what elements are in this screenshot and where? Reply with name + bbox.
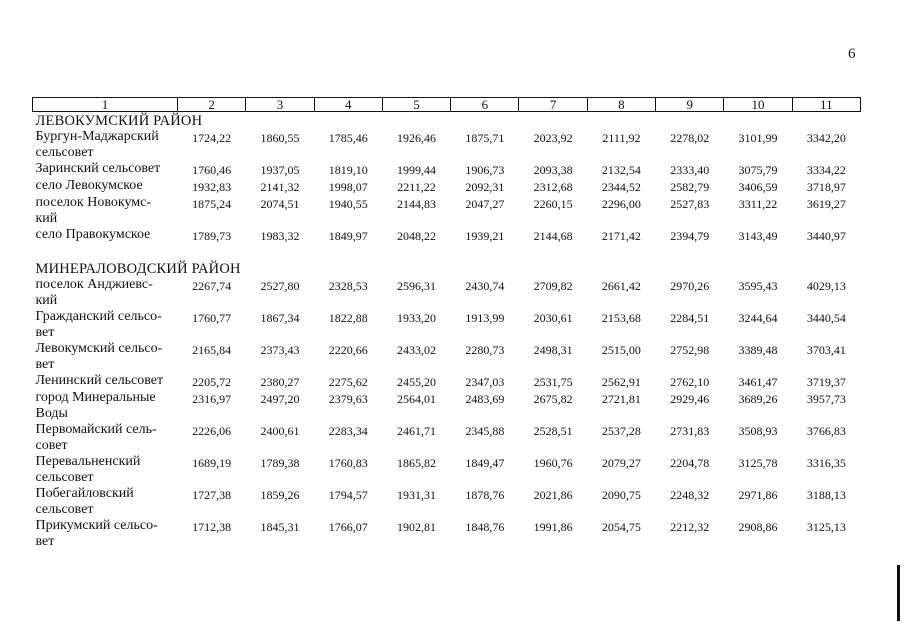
value-cell: 3689,26: [738, 392, 778, 406]
settlement-name: Перевальненский сельсовет: [35, 454, 141, 485]
table-body: [33, 112, 861, 551]
value-cell: 2373,43: [260, 343, 300, 357]
value-cell: 3125,78: [738, 456, 778, 470]
value-cell: 3766,83: [806, 424, 846, 438]
value-cell: 2144,68: [533, 229, 573, 243]
value-cell: 3342,20: [806, 131, 846, 145]
settlement-name: Заринский сельсовет: [35, 161, 161, 176]
table-row: [33, 373, 861, 390]
table-row: [33, 277, 861, 309]
settlement-name: Первомайский сель-совет: [35, 422, 157, 453]
value-cell: 2461,71: [397, 424, 437, 438]
value-cell: 1875,24: [192, 197, 232, 211]
value-cell: 3125,13: [806, 520, 846, 534]
value-cell: 2721,81: [601, 392, 641, 406]
value-cell: 1819,10: [328, 163, 368, 177]
value-cell: 2400,61: [260, 424, 300, 438]
value-cell: 2344,52: [601, 180, 641, 194]
section-header-row: [33, 244, 861, 277]
table-row: [33, 195, 861, 227]
value-cell: 2562,91: [601, 375, 641, 389]
table-row: [33, 178, 861, 195]
value-cell: 2971,86: [738, 488, 778, 502]
value-cell: 2111,92: [602, 131, 641, 145]
value-cell: 1848,76: [465, 520, 505, 534]
settlement-name: село Левокумское: [35, 178, 143, 193]
value-cell: 2380,27: [260, 375, 300, 389]
value-cell: 1849,97: [328, 229, 368, 243]
value-cell: 2048,22: [397, 229, 437, 243]
value-cell: 2596,31: [397, 279, 437, 293]
value-cell: 2144,83: [397, 197, 437, 211]
value-cell: 2527,83: [670, 197, 710, 211]
value-cell: 3619,27: [806, 197, 846, 211]
value-cell: 1727,38: [192, 488, 232, 502]
value-cell: 2093,38: [533, 163, 573, 177]
settlement-name: поселок Новокумс-кий: [35, 195, 152, 226]
value-cell: 2153,68: [601, 311, 641, 325]
value-cell: 2345,88: [465, 424, 505, 438]
value-cell: 2433,02: [397, 343, 437, 357]
column-header: 9: [656, 98, 724, 112]
value-cell: 2527,80: [260, 279, 300, 293]
table-row: [33, 486, 861, 518]
value-cell: 2283,34: [328, 424, 368, 438]
value-cell: 2752,98: [670, 343, 710, 357]
column-header: 11: [792, 98, 860, 112]
value-cell: 3316,35: [806, 456, 846, 470]
column-header: 2: [178, 98, 246, 112]
value-cell: 1712,38: [192, 520, 232, 534]
value-cell: 2132,54: [601, 163, 641, 177]
value-cell: 2226,06: [192, 424, 232, 438]
value-cell: 2908,86: [738, 520, 778, 534]
settlement-name: Прикумский сельсо-вет: [35, 518, 158, 549]
value-cell: 1999,44: [397, 163, 437, 177]
value-cell: 2079,27: [601, 456, 641, 470]
value-cell: 2074,51: [260, 197, 300, 211]
value-cell: 2054,75: [601, 520, 641, 534]
value-cell: 2498,31: [533, 343, 573, 357]
value-cell: 1794,57: [328, 488, 368, 502]
column-header: 6: [451, 98, 519, 112]
value-cell: 2204,78: [670, 456, 710, 470]
value-cell: 1926,46: [397, 131, 437, 145]
value-cell: 3334,22: [806, 163, 846, 177]
settlement-name: Гражданский сельсо-вет: [35, 309, 162, 340]
value-cell: 2171,42: [601, 229, 641, 243]
table-row: [33, 309, 861, 341]
value-cell: 1906,73: [465, 163, 505, 177]
value-cell: 3389,48: [738, 343, 778, 357]
value-cell: 2211,22: [397, 180, 436, 194]
value-cell: 3311,22: [738, 197, 778, 211]
value-cell: 3101,99: [738, 131, 778, 145]
value-cell: 2929,46: [670, 392, 710, 406]
value-cell: 1760,77: [192, 311, 232, 325]
value-cell: 3595,43: [738, 279, 778, 293]
value-cell: 2248,32: [670, 488, 710, 502]
table-row: [33, 390, 861, 422]
value-cell: 3461,47: [738, 375, 778, 389]
settlement-name: Побегайловский сельсовет: [35, 486, 134, 517]
value-cell: 3406,59: [738, 180, 778, 194]
table-row: [33, 422, 861, 454]
value-cell: 3719,37: [806, 375, 846, 389]
value-cell: 1867,34: [260, 311, 300, 325]
value-cell: 1849,47: [465, 456, 505, 470]
value-cell: 2312,68: [533, 180, 573, 194]
value-cell: 2021,86: [533, 488, 573, 502]
value-cell: 2280,73: [465, 343, 505, 357]
value-cell: 2220,66: [328, 343, 368, 357]
value-cell: 1960,76: [533, 456, 573, 470]
settlement-name: Левокумский сельсо-вет: [35, 341, 163, 372]
value-cell: 2537,28: [601, 424, 641, 438]
value-cell: 1760,83: [328, 456, 368, 470]
value-cell: 2515,00: [601, 343, 641, 357]
table-row: [33, 161, 861, 178]
value-cell: 2430,74: [465, 279, 505, 293]
value-cell: 2661,42: [601, 279, 641, 293]
value-cell: 1789,38: [260, 456, 300, 470]
settlement-name: Бургун-Маджарский сельсовет: [35, 129, 159, 160]
value-cell: 2165,84: [192, 343, 232, 357]
column-header: 8: [587, 98, 655, 112]
value-cell: 1913,99: [465, 311, 505, 325]
section-title: МИНЕРАЛОВОДСКИЙ РАЙОН: [35, 261, 241, 277]
table-row: [33, 341, 861, 373]
value-cell: 1860,55: [260, 131, 300, 145]
value-cell: 2531,75: [533, 375, 573, 389]
section-header-row: [33, 114, 861, 129]
column-header: 5: [382, 98, 450, 112]
value-cell: 2394,79: [670, 229, 710, 243]
value-cell: 2497,20: [260, 392, 300, 406]
settlement-name: город Минеральные Воды: [35, 390, 156, 421]
value-cell: 2709,82: [533, 279, 573, 293]
table-row: [33, 227, 861, 244]
value-cell: 1785,46: [328, 131, 368, 145]
value-cell: 3440,54: [806, 311, 846, 325]
value-cell: 2205,72: [192, 375, 232, 389]
value-cell: 2023,92: [533, 131, 573, 145]
column-header: 7: [519, 98, 587, 112]
value-cell: 1932,83: [192, 180, 232, 194]
settlement-name: село Правокумское: [35, 227, 151, 242]
value-cell: 2347,03: [465, 375, 505, 389]
value-cell: 2483,69: [465, 392, 505, 406]
value-cell: 1822,88: [328, 311, 368, 325]
value-cell: 3957,73: [806, 392, 846, 406]
column-header: 1: [33, 98, 178, 112]
value-cell: 3703,41: [806, 343, 846, 357]
value-cell: 1931,31: [397, 488, 437, 502]
settlement-name: Ленинский сельсовет: [35, 373, 164, 388]
value-cell: 1983,32: [260, 229, 300, 243]
value-cell: 3440,97: [806, 229, 846, 243]
value-cell: 2731,83: [670, 424, 710, 438]
page-number: 6: [848, 46, 856, 62]
value-cell: 3188,13: [806, 488, 846, 502]
value-cell: 2970,26: [670, 279, 710, 293]
header-row: [33, 98, 861, 112]
value-cell: 2675,82: [533, 392, 573, 406]
table-row: [33, 454, 861, 486]
value-cell: 1859,26: [260, 488, 300, 502]
value-cell: 2141,32: [260, 180, 300, 194]
settlement-name: поселок Анджиевс-кий: [35, 277, 153, 308]
value-cell: 2275,62: [328, 375, 368, 389]
table-row: [33, 518, 861, 550]
value-cell: 2278,02: [670, 131, 710, 145]
value-cell: 2333,40: [670, 163, 710, 177]
value-cell: 1878,76: [465, 488, 505, 502]
value-cell: 1724,22: [192, 131, 232, 145]
value-cell: 1865,82: [397, 456, 437, 470]
value-cell: 1689,19: [192, 456, 232, 470]
value-cell: 3143,49: [738, 229, 778, 243]
data-table: [32, 97, 861, 550]
value-cell: 1766,07: [328, 520, 368, 534]
value-cell: 2316,97: [192, 392, 232, 406]
value-cell: 2047,27: [465, 197, 505, 211]
value-cell: 1991,86: [533, 520, 573, 534]
value-cell: 3075,79: [738, 163, 778, 177]
value-cell: 3508,93: [738, 424, 778, 438]
value-cell: 2528,51: [533, 424, 573, 438]
value-cell: 3718,97: [806, 180, 846, 194]
value-cell: 1760,46: [192, 163, 232, 177]
value-cell: 1875,71: [465, 131, 505, 145]
value-cell: 2296,00: [601, 197, 641, 211]
value-cell: 1998,07: [328, 180, 368, 194]
value-cell: 2090,75: [601, 488, 641, 502]
value-cell: 2455,20: [397, 375, 437, 389]
value-cell: 2267,74: [192, 279, 232, 293]
value-cell: 2260,15: [533, 197, 573, 211]
column-header: 3: [246, 98, 314, 112]
value-cell: 2212,32: [670, 520, 710, 534]
value-cell: 1789,73: [192, 229, 232, 243]
value-cell: 1939,21: [465, 229, 505, 243]
value-cell: 2092,31: [465, 180, 505, 194]
value-cell: 2762,10: [670, 375, 710, 389]
value-cell: 1933,20: [397, 311, 437, 325]
value-cell: 1845,31: [260, 520, 300, 534]
value-cell: 2379,63: [328, 392, 368, 406]
value-cell: 2328,53: [328, 279, 368, 293]
value-cell: 1902,81: [397, 520, 437, 534]
column-header: 4: [314, 98, 382, 112]
column-header: 10: [724, 98, 792, 112]
value-cell: 3244,64: [738, 311, 778, 325]
value-cell: 2284,51: [670, 311, 710, 325]
table-row: [33, 129, 861, 161]
value-cell: 4029,13: [806, 279, 846, 293]
value-cell: 2564,01: [397, 392, 437, 406]
value-cell: 2030,61: [533, 311, 573, 325]
value-cell: 1940,55: [328, 197, 368, 211]
section-title: ЛЕВОКУМСКИЙ РАЙОН: [35, 113, 203, 129]
value-cell: 2582,79: [670, 180, 710, 194]
scan-edge-mark: [897, 565, 900, 621]
value-cell: 1937,05: [260, 163, 300, 177]
